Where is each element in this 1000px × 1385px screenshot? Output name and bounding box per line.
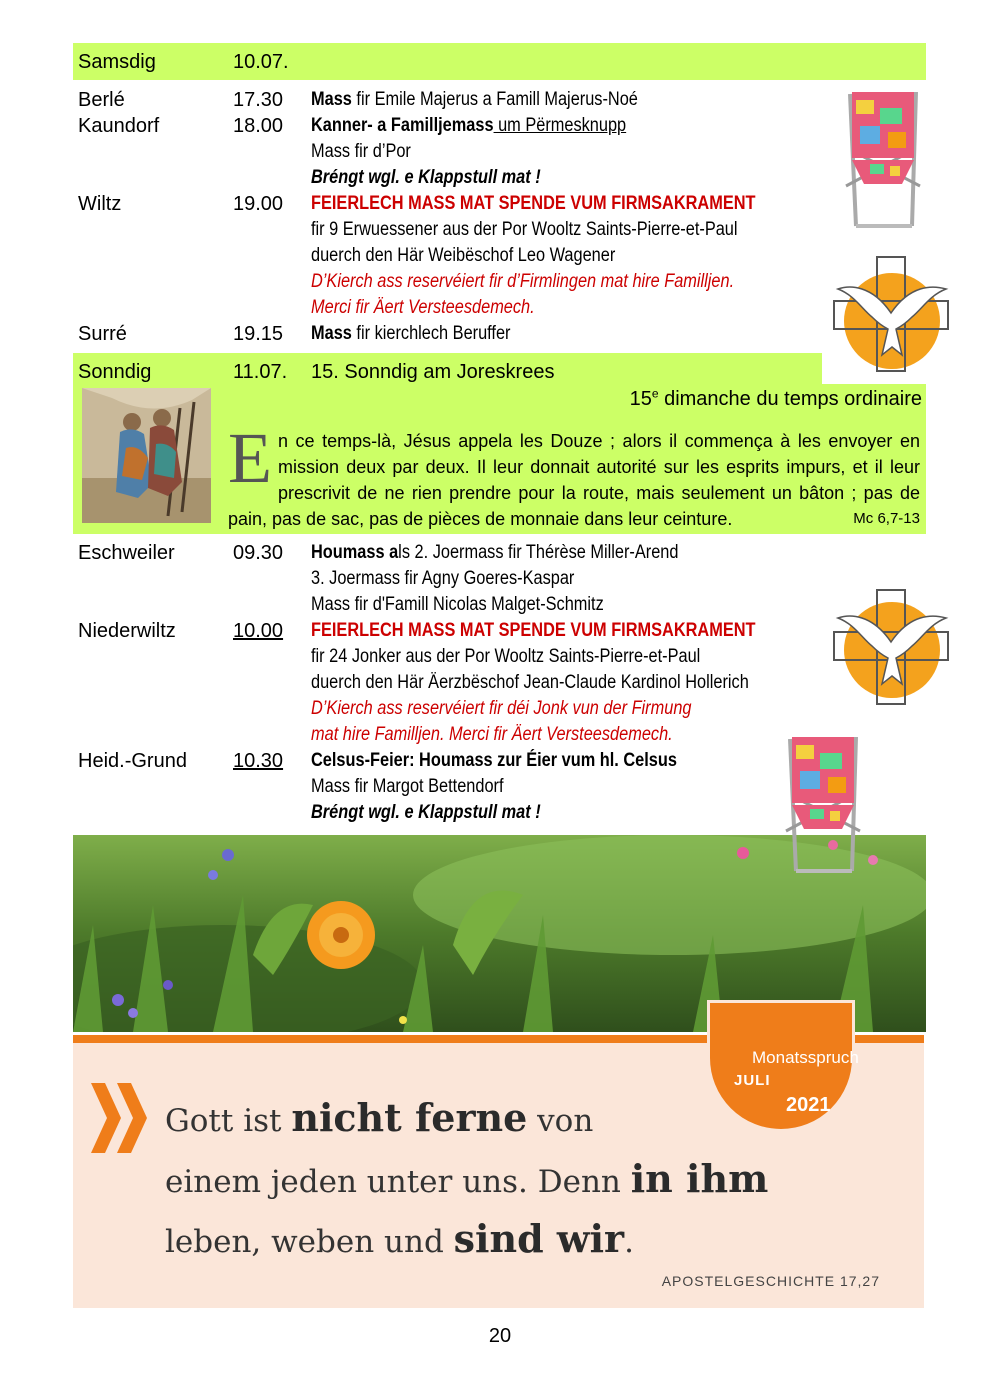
time-niederwiltz: 10.00 xyxy=(233,620,284,642)
mass-berle: Mass fir Emile Majerus a Famill Majerus-Noé xyxy=(311,89,638,110)
niederwiltz-note-1: D’Kierch ass reservéiert fir déi Jonk vun der Firmung xyxy=(311,698,692,719)
wiltz-line-3: duerch den Här Weibëschof Leo Wagener xyxy=(311,245,616,266)
mass-kaundorf: Kanner- a Familljemass um Përmesknupp xyxy=(311,115,627,136)
heid-grund-bring-chair: Bréngt wgl. e Klappstull mat ! xyxy=(311,802,541,823)
time-kaundorf: 18.00 xyxy=(233,115,284,137)
niederwiltz-line-2: fir 24 Jonker aus der Por Wooltz Saints-Pierre-et-Paul xyxy=(311,646,701,667)
place-heid-grund: Heid.-Grund xyxy=(78,750,187,772)
folding-chair-icon xyxy=(782,731,864,881)
page-number: 20 xyxy=(488,1325,512,1347)
niederwiltz-line-3: duerch den Här Äerzbëschof Jean-Claude Kardinol Hollerich xyxy=(311,672,749,693)
time-wiltz: 19.00 xyxy=(233,193,284,215)
time-berle: 17.30 xyxy=(233,89,284,111)
drop-cap: E xyxy=(228,418,272,498)
badge-label: Monatsspruch xyxy=(752,1048,859,1067)
badge-month: JULI xyxy=(734,1072,771,1089)
quote-line-2: einem jeden unter uns. Denn in ihm xyxy=(165,1156,769,1201)
eschweiler-line-2: 3. Joermass fir Agny Goeres-Kaspar xyxy=(311,568,575,589)
quote-mark-icon xyxy=(91,1083,151,1153)
dove-cross-icon xyxy=(832,588,950,706)
niederwiltz-note-2: mat hire Familljen. Merci fir Äert Versteesdemech. xyxy=(311,724,673,745)
wiltz-confirmation-title: FEIERLECH MASS MAT SPENDE VUM FIRMSAKRAMENT xyxy=(311,193,756,214)
dove-cross-icon xyxy=(832,255,950,373)
place-eschweiler: Eschweiler xyxy=(78,542,175,564)
sunday-title: 15. Sonndig am Joreskrees xyxy=(311,361,555,383)
time-heid-grund: 10.30 xyxy=(233,750,284,772)
niederwiltz-confirmation-title: FEIERLECH MASS MAT SPENDE VUM FIRMSAKRAMENT xyxy=(311,620,756,641)
kaundorf-line-2: Mass fir d’Por xyxy=(311,141,411,162)
place-surre: Surré xyxy=(78,323,127,345)
badge-year: 2021 xyxy=(786,1094,831,1116)
wiltz-note-1: D’Kierch ass reservéiert fir d’Firmlingen mat hire Familljen. xyxy=(311,271,735,292)
saturday-header-bar xyxy=(73,43,926,80)
wiltz-line-2: fir 9 Erwuessener aus der Por Wooltz Saints-Pierre-et-Paul xyxy=(311,219,738,240)
kaundorf-bring-chair: Bréngt wgl. e Klappstull mat ! xyxy=(311,167,541,188)
sunday-date: 11.07. xyxy=(233,361,288,383)
gospel-text: En ce temps-là, Jésus appela les Douze ; alors il commença à les envoyer en mission deux par deux. Il leur donnait autorité sur les esprits impurs, et il leur prescrivit de ne rien prendre pour la route, mais seulement un bâton ; pas de pain, pas de sac, pas de pièces de monnaie dans leur ceinture. Mc 6,7-13 xyxy=(228,428,920,532)
heid-grund-celsus: Celsus-Feier: Houmass zur Éier vum hl. Celsus xyxy=(311,750,677,771)
mass-surre: Mass fir kierchlech Beruffer xyxy=(311,323,511,344)
sunday-subtitle: 15e dimanche du temps ordinaire xyxy=(629,386,922,410)
gospel-reference: Mc 6,7-13 xyxy=(853,510,920,527)
folding-chair-icon xyxy=(842,86,924,236)
quote-reference: APOSTELGESCHICHTE 17,27 xyxy=(661,1273,880,1289)
sunday-day: Sonndig xyxy=(78,361,152,383)
time-eschweiler: 09.30 xyxy=(233,542,284,564)
eschweiler-line-3: Mass fir d'Famill Nicolas Malget-Schmitz xyxy=(311,594,604,615)
quote-line-1: Gott ist nicht ferne von xyxy=(165,1095,594,1140)
saturday-day: Samsdig xyxy=(78,51,156,73)
place-niederwiltz: Niederwiltz xyxy=(78,620,176,642)
wiltz-note-2: Merci fir Äert Versteesdemech. xyxy=(311,297,535,318)
heid-grund-line-2: Mass fir Margot Bettendorf xyxy=(311,776,504,797)
mass-eschweiler: Houmass als 2. Joermass fir Thérèse Miller-Arend xyxy=(311,542,679,563)
time-surre: 19.15 xyxy=(233,323,284,345)
place-wiltz: Wiltz xyxy=(78,193,122,215)
saturday-date: 10.07. xyxy=(233,51,289,73)
quote-line-3: leben, weben und sind wir. xyxy=(165,1216,634,1261)
disciples-walking-illustration xyxy=(82,388,211,523)
place-berle: Berlé xyxy=(78,89,125,111)
place-kaundorf: Kaundorf xyxy=(78,115,160,137)
